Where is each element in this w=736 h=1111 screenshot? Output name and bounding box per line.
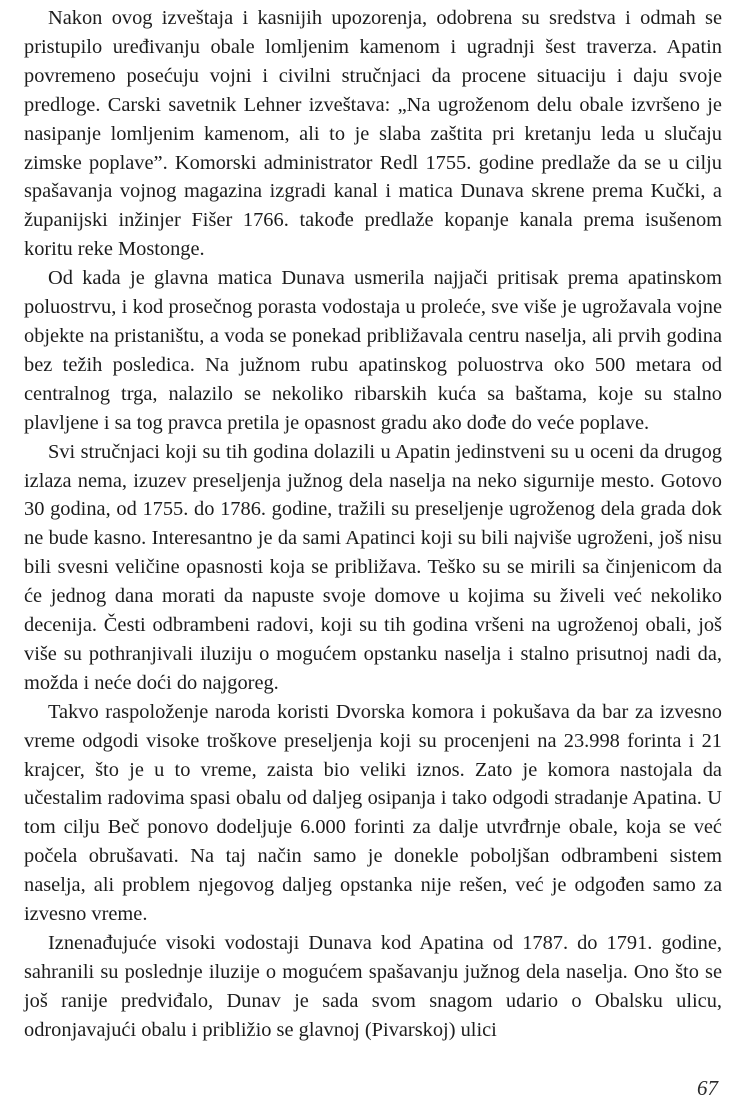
paragraph-1: Nakon ovog izveštaja i kasnijih upozorenja, odobrena su sredstva i odmah se pristupilo uređivanju obale lomljenim kamenom i ugradnji šest traverza. Apatin povremeno posećuju vojni i civilni stručnjaci da procene situaciju i daju svoje predloge. Carski savetnik Lehner izveštava: „Na ugroženom delu obale izvršeno je nasipanje lomljenim kamenom, ali to je slaba zaštita pri kretanju leda u slučaju zimske poplave”. Komorski administrator Redl 1755. godine predlaže da se u cilju spašavanja vojnog magazina izgradi kanal i matica Dunava skrene prema Kučki, a županijski inžinjer Fišer 1766. takođe predlaže kopanje kanala prema isušenom koritu reke Mostonge.: [24, 7, 722, 261]
paragraph-5: Iznenađujuće visoki vodostaji Dunava kod Apatina od 1787. do 1791. godine, sahranili su poslednje iluzije o mogućem spašavanju južnog dela naselja. Ono što se još ranije predviđalo, Dunav je sada svom snagom udario o Obalsku ulicu, odronjavajući obalu i približio se glavnoj (Pivarskoj) ulici: [24, 932, 722, 1041]
paragraph-3: Svi stručnjaci koji su tih godina dolazili u Apatin jedinstveni su u oceni da drugog izlaza nema, izuzev preseljenja južnog dela naselja na neko sigurnije mesto. Gotovo 30 godina, od 1755. do 1786. godine, tražili su preseljenje ugroženog dela grada dok ne bude kasno. Interesantno je da sami Apatinci koji su bili najviše ugroženi, još nisu bili svesni veličine opasnosti koja se približava. Teško su se mirili sa činjenicom da će jednog dana morati da napuste svoje domove u kojima su živeli već nekoliko decenija. Česti odbrambeni radovi, koji su tih godina vršeni na ugroženoj obali, još više su pothranjivali iluziju o mogućem opstanku naselja i stalno prisutnoj nadi da, možda i neće doći do najgoreg.: [24, 440, 722, 694]
page-number: 67: [697, 1076, 718, 1100]
body-text: [24, 4, 722, 1045]
paragraph-2: Od kada je glavna matica Dunava usmerila najjači pritisak prema apatinskom poluostrvu, i kod prosečnog porasta vodostaja u proleće, sve više je ugrožavala vojne objekte na pristaništu, a voda se ponekad približavala centru naselja, ali prvih godina bez težih posledica. Na južnom rubu apatinskog poluostrva oko 500 metara od centralnog trga, nalazilo se nekoliko ribarskih kuća sa baštama, koje su stalno plavljene i sa tog pravca pretila je opasnost gradu ako dođe do veće poplave.: [24, 267, 722, 434]
paragraph-4: Takvo raspoloženje naroda koristi Dvorska komora i pokušava da bar za izvesno vreme odgodi visoke troškove preseljenja koji su procenjeni na 23.998 forinta i 21 krajcer, što je u to vreme, zaista bio veliki iznos. Zato je komora nastojala da učestalim radovima spasi obalu od daljeg osipanja i tako odgodi stradanje Apatina. U tom cilju Beč ponovo dodeljuje 6.000 forinti za dalje utvrđrnje obale, koja se već počela obrušavati. Na taj način samo je donekle poboljšan odbrambeni sistem naselja, ali problem njegovog daljeg opstanka nije rešen, već je odgođen samo za izvesno vreme.: [24, 700, 722, 926]
